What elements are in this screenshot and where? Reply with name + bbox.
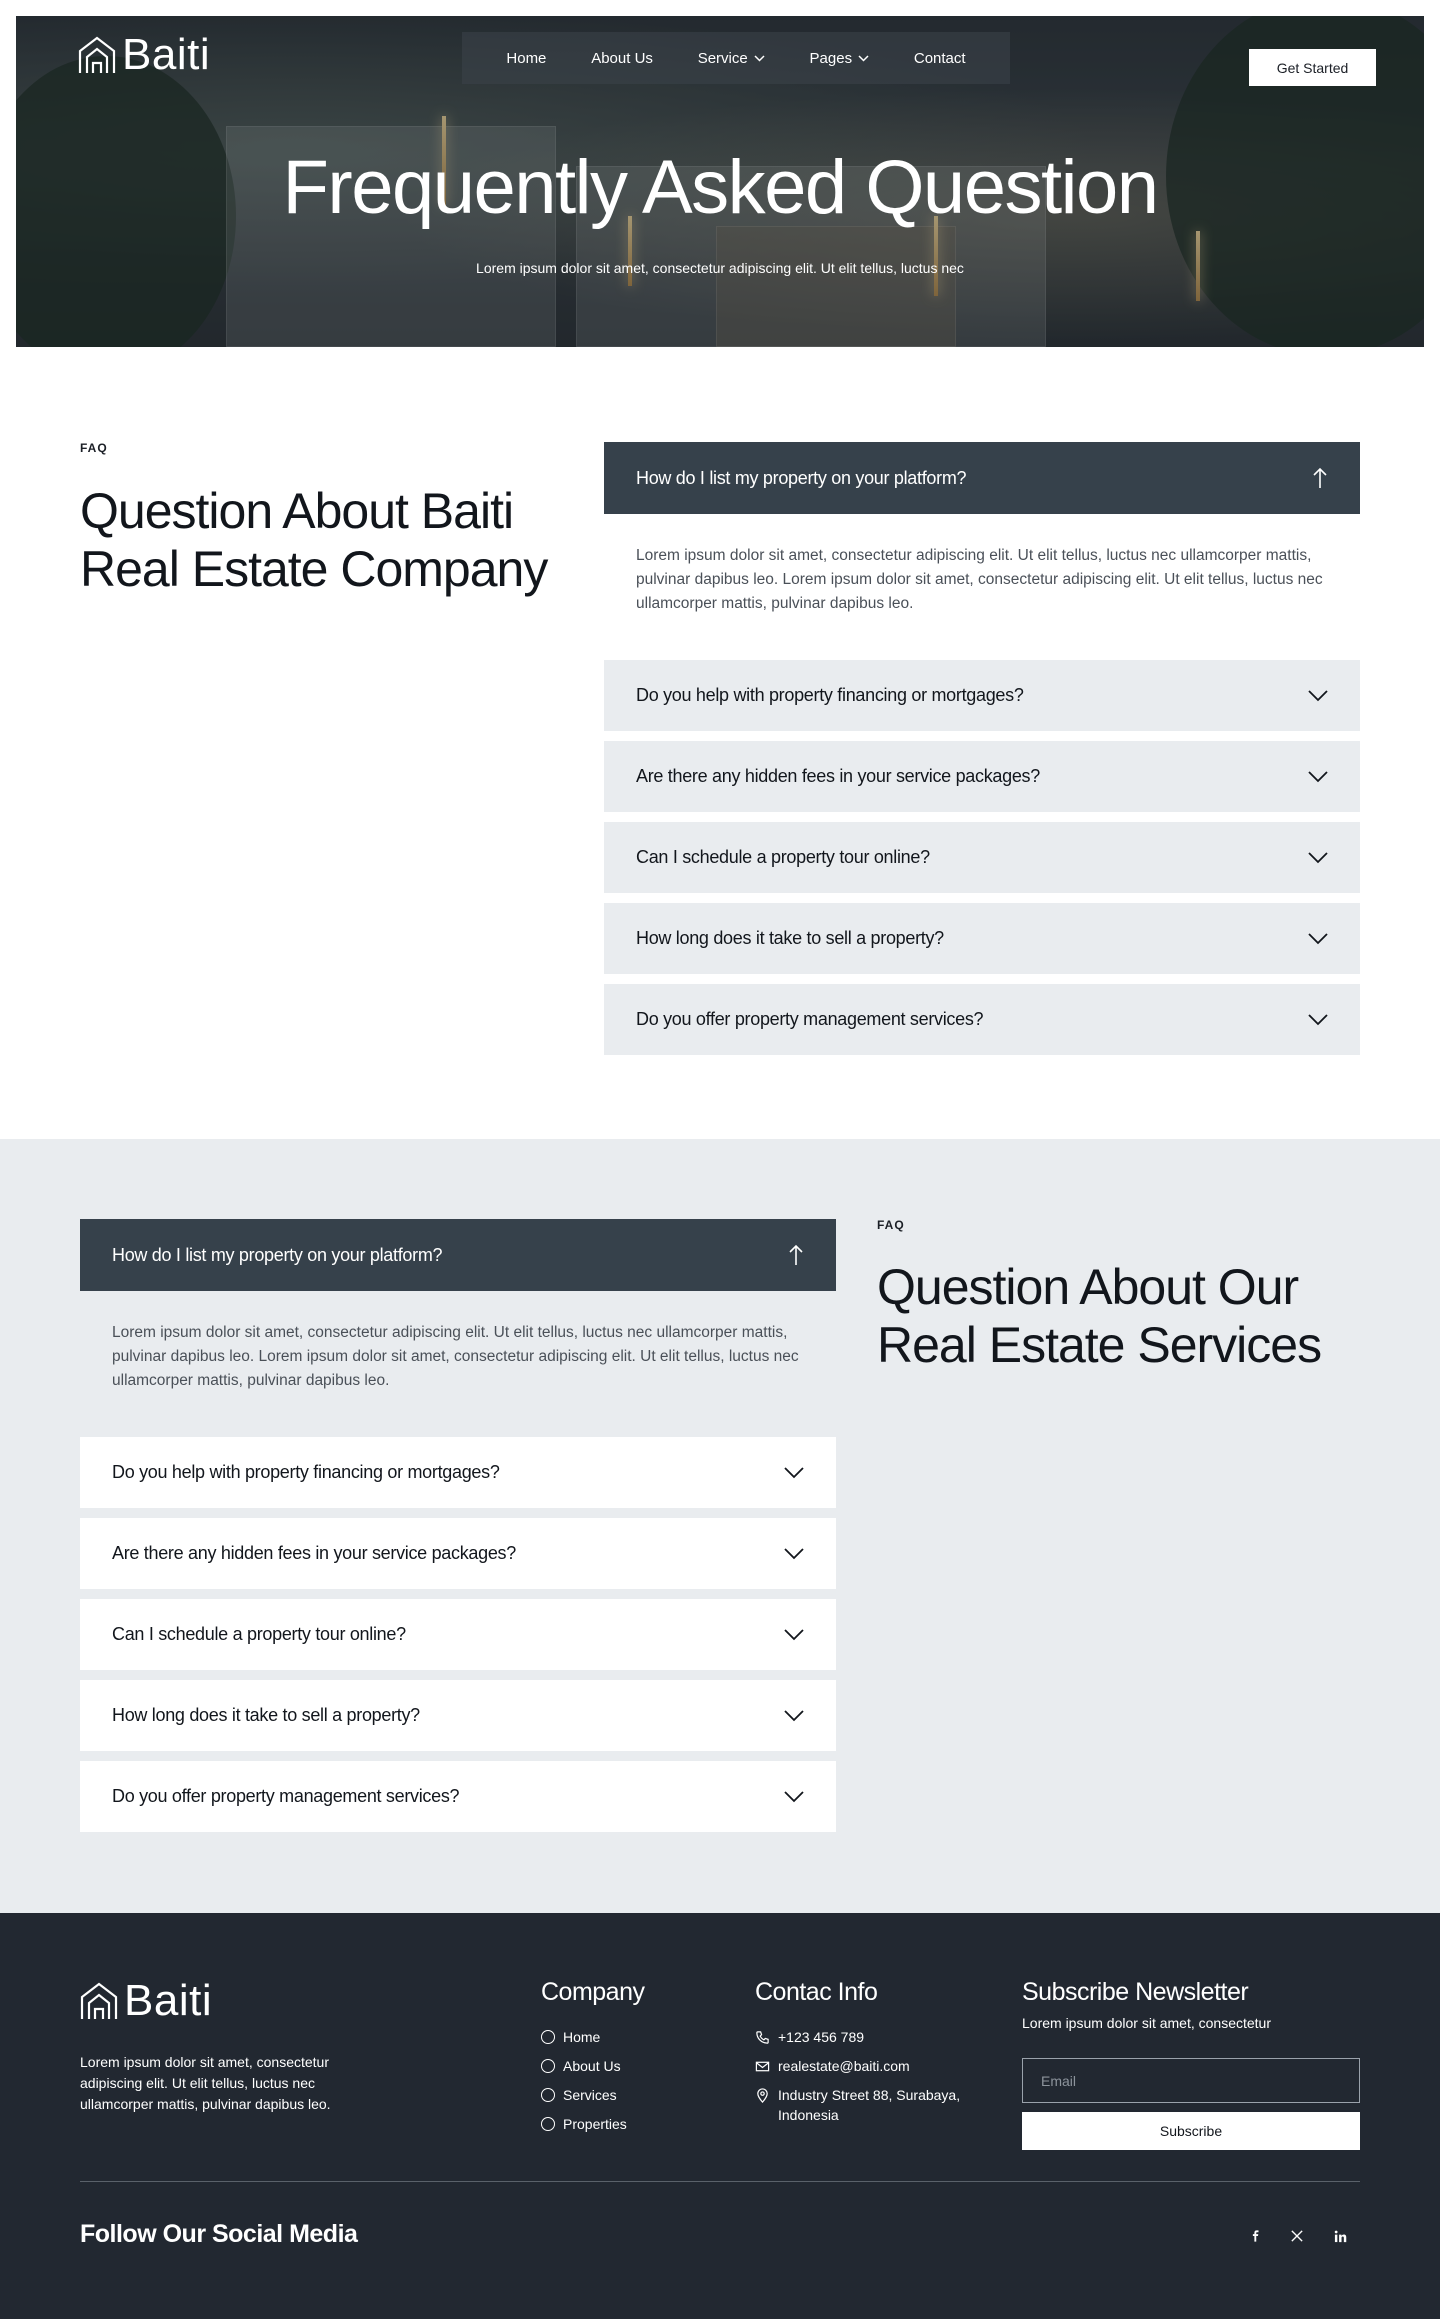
faq-item[interactable] xyxy=(80,1761,836,1832)
chevron-down-icon xyxy=(858,55,869,62)
faq-item[interactable] xyxy=(604,903,1360,974)
faq-item[interactable] xyxy=(604,741,1360,812)
footer-company-links xyxy=(541,2027,627,2143)
faq-section-title xyxy=(80,482,547,598)
faq-item[interactable] xyxy=(80,1680,836,1751)
nav-item-contact[interactable] xyxy=(914,50,966,67)
house-logo-icon xyxy=(80,1981,118,2021)
faq-answer: Lorem ipsum dolor sit amet, consectetur adipiscing elit. Ut elit tellus, luctus nec ullamcorper mattis, pulvinar dapibus leo. Lorem ipsum dolor sit amet, consectetur adipiscing elit. Ut elit tellus, luctus nec ullamcorper mattis, pulvinar dapibus leo. xyxy=(112,1324,799,1389)
faq-question: Are there any hidden fees in your service packages? xyxy=(636,766,1040,786)
circle-bullet-icon xyxy=(541,2088,555,2102)
brand-logo[interactable] xyxy=(78,30,210,80)
chevron-down-icon xyxy=(1308,933,1328,945)
footer-logo[interactable] xyxy=(80,1976,212,2026)
phone-icon xyxy=(755,2030,770,2045)
chevron-down-icon xyxy=(754,55,765,62)
chevron-down-icon xyxy=(1308,771,1328,783)
footer-link-label: Properties xyxy=(563,2116,627,2132)
footer-link-label: Services xyxy=(563,2087,617,2103)
chevron-down-icon xyxy=(784,1629,804,1641)
x-icon[interactable] xyxy=(1286,2225,1308,2247)
contact-address xyxy=(755,2085,985,2125)
nav-item-label: Service xyxy=(697,49,748,67)
facebook-icon[interactable] xyxy=(1244,2225,1266,2247)
faq-accordion xyxy=(604,442,1360,1065)
faq-question: Do you offer property management services? xyxy=(112,1786,460,1806)
faq-eyebrow: FAQ xyxy=(877,1218,905,1232)
faq-eyebrow: FAQ xyxy=(80,441,108,455)
faq-question: Do you offer property management services? xyxy=(636,1009,984,1029)
faq-question: How do I list my property on your platform? xyxy=(636,467,967,488)
faq-question: How long does it take to sell a property? xyxy=(636,928,944,948)
circle-bullet-icon xyxy=(541,2059,555,2073)
faq-item[interactable] xyxy=(80,1599,836,1670)
subscribe-button[interactable]: Subscribe xyxy=(1022,2112,1360,2150)
faq-item[interactable] xyxy=(80,1437,836,1508)
faq-section-title xyxy=(877,1258,1321,1374)
chevron-down-icon xyxy=(784,1710,804,1722)
footer-description: Lorem ipsum dolor sit amet, consectetur adipiscing elit. Ut elit tellus, luctus nec ullamcorper mattis, pulvinar dapibus leo. xyxy=(80,2054,331,2112)
linkedin-icon[interactable] xyxy=(1329,2225,1351,2247)
arrow-up-icon xyxy=(1312,467,1328,489)
nav-item-label: Pages xyxy=(809,49,853,67)
nav-item-label: Contact xyxy=(913,49,966,67)
brand-name: Baiti xyxy=(122,30,211,79)
nav-item-service[interactable] xyxy=(698,50,765,67)
location-pin-icon xyxy=(755,2088,770,2103)
faq-answer: Lorem ipsum dolor sit amet, consectetur adipiscing elit. Ut elit tellus, luctus nec ullamcorper mattis, pulvinar dapibus leo. Lorem ipsum dolor sit amet, consectetur adipiscing elit. Ut elit tellus, luctus nec ullamcorper mattis, pulvinar dapibus leo. xyxy=(636,547,1323,612)
hero-subtitle: Lorem ipsum dolor sit amet, consectetur adipiscing elit. Ut elit tellus, luctus nec xyxy=(476,260,964,276)
chevron-down-icon xyxy=(1308,852,1328,864)
contact-email[interactable] xyxy=(755,2056,985,2076)
footer-company-heading: Company xyxy=(541,1978,645,2006)
faq-item-open[interactable] xyxy=(604,442,1360,514)
footer-link-home[interactable] xyxy=(541,2027,627,2047)
nav-item-home[interactable] xyxy=(506,50,546,67)
contact-address-text: Industry Street 88, Surabaya, Indonesia xyxy=(778,2087,961,2123)
nav-item-about-us[interactable] xyxy=(591,50,653,67)
envelope-icon xyxy=(755,2059,770,2074)
faq-question: Can I schedule a property tour online? xyxy=(112,1624,406,1644)
faq-item[interactable] xyxy=(604,984,1360,1055)
get-started-button[interactable]: Get Started xyxy=(1249,49,1376,86)
circle-bullet-icon xyxy=(541,2117,555,2131)
arrow-up-icon xyxy=(788,1244,804,1266)
footer-contact-list xyxy=(755,2027,985,2134)
footer-link-services[interactable] xyxy=(541,2085,627,2105)
chevron-down-icon xyxy=(784,1791,804,1803)
faq-item[interactable] xyxy=(604,822,1360,893)
social-heading: Follow Our Social Media xyxy=(80,2220,358,2248)
faq-section-services xyxy=(0,1139,1440,1913)
page-title: Frequently Asked Question xyxy=(282,145,1158,230)
faq-title-line: Real Estate Company xyxy=(80,541,548,597)
faq-accordion xyxy=(80,1219,836,1842)
nav-item-label: Home xyxy=(506,49,547,67)
newsletter-email-input[interactable] xyxy=(1022,2058,1360,2103)
faq-question: Can I schedule a property tour online? xyxy=(636,847,930,867)
brand-name: Baiti xyxy=(124,1976,213,2025)
faq-title-line: Question About Baiti xyxy=(80,483,514,539)
faq-item[interactable] xyxy=(604,660,1360,731)
faq-question: How do I list my property on your platform? xyxy=(112,1244,443,1265)
house-logo-icon xyxy=(78,35,116,75)
faq-question: Do you help with property financing or mortgages? xyxy=(112,1462,500,1482)
footer-link-properties[interactable] xyxy=(541,2114,627,2134)
newsletter-heading: Subscribe Newsletter xyxy=(1022,1978,1249,2006)
faq-title-line: Question About Our xyxy=(877,1259,1299,1315)
contact-phone[interactable] xyxy=(755,2027,985,2047)
hero-banner xyxy=(16,16,1424,347)
faq-question: Do you help with property financing or mortgages? xyxy=(636,685,1024,705)
newsletter-subtitle: Lorem ipsum dolor sit amet, consectetur xyxy=(1022,2015,1271,2031)
main-nav xyxy=(462,32,1010,84)
footer-link-about-us[interactable] xyxy=(541,2056,627,2076)
faq-item[interactable] xyxy=(80,1518,836,1589)
footer-link-label: About Us xyxy=(563,2058,621,2074)
footer-link-label: Home xyxy=(563,2029,601,2045)
faq-question: Are there any hidden fees in your service packages? xyxy=(112,1543,516,1563)
site-footer xyxy=(0,1913,1440,2319)
chevron-down-icon xyxy=(784,1548,804,1560)
nav-item-pages[interactable] xyxy=(810,50,870,67)
faq-title-line: Real Estate Services xyxy=(877,1317,1322,1373)
chevron-down-icon xyxy=(784,1467,804,1479)
chevron-down-icon xyxy=(1308,1014,1328,1026)
contact-email-text: realestate@baiti.com xyxy=(778,2058,910,2074)
circle-bullet-icon xyxy=(541,2030,555,2044)
footer-contact-heading: Contac Info xyxy=(755,1978,878,2006)
faq-item-open[interactable] xyxy=(80,1219,836,1291)
nav-item-label: About Us xyxy=(591,49,653,67)
chevron-down-icon xyxy=(1308,690,1328,702)
faq-question: How long does it take to sell a property? xyxy=(112,1705,420,1725)
contact-phone-text: +123 456 789 xyxy=(778,2029,865,2045)
footer-divider xyxy=(80,2181,1360,2182)
